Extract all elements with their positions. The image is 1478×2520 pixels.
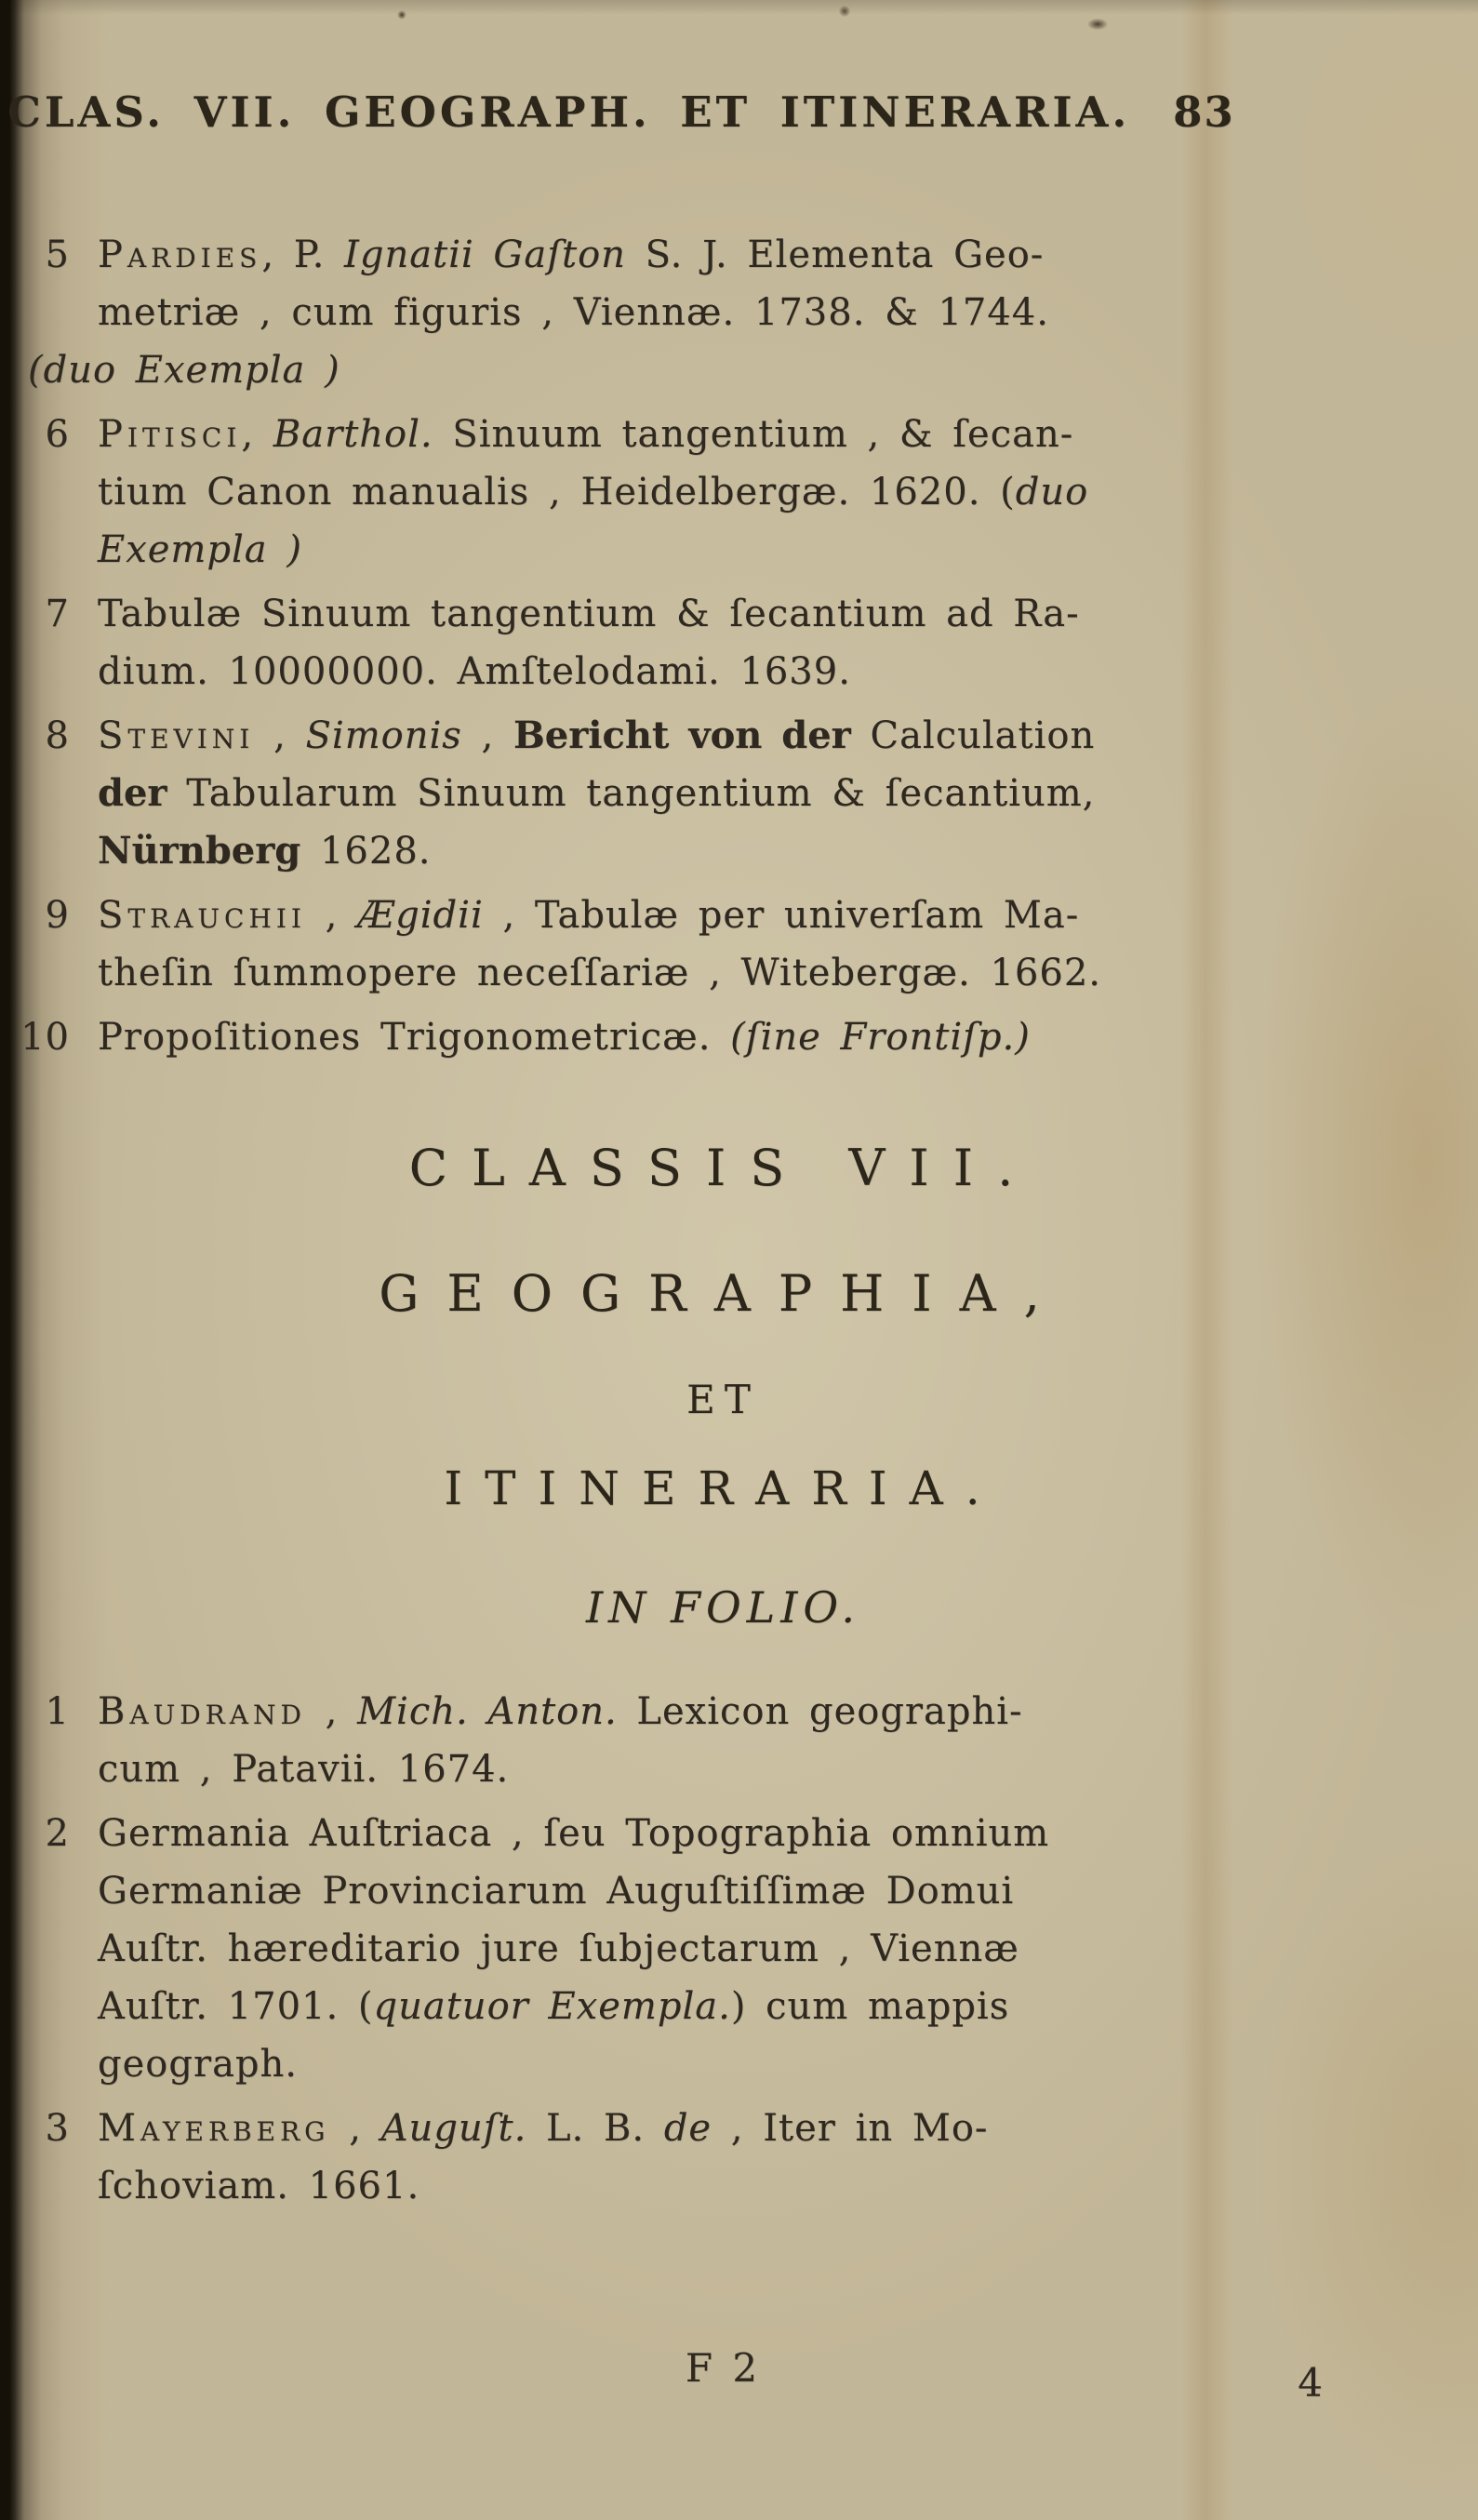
entry-text: Germania Auſtriaca , ſeu Topographia omnium	[98, 1812, 1050, 1855]
entry-text: Tabularum Sinuum tangentium & ſecantium,	[166, 772, 1096, 815]
catchword: 4	[1298, 2360, 1323, 2406]
entry-line	[98, 226, 1349, 284]
entry-text: dium. 10000000. Amſtelodami. 1639.	[98, 650, 851, 693]
entry-text: Lexicon geographi-	[617, 1690, 1023, 1733]
entry-text: ) cum mappis	[730, 1985, 1010, 2028]
entry-line	[98, 2100, 1349, 2157]
entry-text: Auguſt.	[380, 2107, 527, 2150]
entry-text: cum , Patavii. 1674.	[98, 1748, 510, 1791]
entry-text: duo	[1015, 471, 1089, 513]
entry-line	[98, 1683, 1349, 1740]
entry-text: Barthol.	[273, 413, 433, 456]
entry-text: metriæ , cum figuris , Viennæ. 1738. & 1744.	[98, 291, 1049, 334]
entry-number: 7	[45, 593, 70, 635]
entry-number: 1	[45, 1690, 70, 1733]
entry-text: ,	[329, 2107, 381, 2150]
entry-text: Auſtr. 1701. (	[98, 1985, 374, 2028]
section-heading-block	[98, 1139, 1349, 1633]
entry-text: Sinuum tangentium , & ſecan-	[433, 413, 1074, 456]
entry-line	[98, 406, 1349, 463]
entry-text: tium Canon manualis , Heidelbergæ. 1620. (	[98, 471, 1016, 513]
entry-text: ,	[461, 714, 513, 757]
entry-text: ,	[241, 413, 273, 456]
classis-heading: CLASSIS VII.	[408, 1139, 1038, 1197]
itineraria-heading: ITINERARIA.	[444, 1461, 1003, 1515]
catalog-entry	[45, 707, 1349, 880]
entry-number: 2	[45, 1812, 70, 1855]
catalog-entry	[45, 1683, 1349, 1798]
author-name: Pardies	[98, 233, 262, 276]
author-name: Pitisci	[98, 413, 242, 456]
entry-line	[98, 2035, 1349, 2093]
entry-text: ,	[254, 714, 306, 757]
entry-line	[98, 1805, 1349, 1862]
entry-number: 6	[45, 413, 70, 456]
catalog-entry	[28, 226, 1349, 399]
entry-line	[98, 521, 1349, 579]
entry-text: Calculation	[850, 714, 1096, 757]
entry-text: de	[663, 2107, 712, 2150]
entry-text: ,	[305, 1690, 358, 1733]
entry-number: 8	[45, 714, 70, 757]
entry-line	[98, 463, 1349, 521]
entry-line	[98, 1740, 1349, 1798]
entry-text: (duo Exempla )	[28, 349, 340, 392]
et-heading: ET	[686, 1377, 760, 1422]
catalog-entry	[45, 2100, 1349, 2215]
entry-text: ſchoviam. 1661.	[98, 2165, 420, 2207]
entry-text: 1628.	[300, 830, 432, 873]
entry-text: Bericht von der	[513, 713, 851, 757]
catalog-entry	[45, 887, 1349, 1002]
entry-text: quatuor Exempla.	[373, 1985, 731, 2028]
page-footer	[98, 2345, 1349, 2406]
entry-text: ,	[305, 894, 358, 937]
entry-line	[98, 1920, 1349, 1978]
entry-text: Nürnberg	[98, 829, 301, 873]
author-name: Baudrand	[98, 1690, 306, 1733]
entry-line	[98, 887, 1349, 944]
entry-line	[98, 1862, 1349, 1920]
entry-text: , P.	[261, 233, 345, 276]
entry-line	[28, 341, 1349, 399]
entries-top-section	[0, 226, 1478, 1066]
entry-text: Ignatii Gaſton	[344, 233, 626, 276]
author-name: Mayerberg	[98, 2107, 330, 2150]
entry-text: Tabulæ Sinuum tangentium & ſecantium ad Ra-	[98, 593, 1080, 635]
author-name: Stevini	[98, 714, 255, 757]
running-head-title: CLAS. VII. GEOGRAPH. ET ITINERARIA.	[7, 87, 1131, 137]
in-folio-heading: IN FOLIO.	[585, 1582, 861, 1633]
entry-line	[98, 1008, 1349, 1066]
catalog-entry	[45, 1805, 1349, 2093]
author-name: Strauchii	[98, 894, 306, 937]
entry-number: 9	[45, 894, 70, 937]
entry-text: L. B.	[526, 2107, 664, 2150]
entry-line	[98, 585, 1349, 643]
catalog-entry	[45, 585, 1349, 700]
geographia-heading: GEOGRAPHIA,	[379, 1264, 1068, 1323]
entry-text: der	[98, 771, 167, 815]
signature-mark: F 2	[685, 2345, 762, 2391]
running-head	[7, 87, 1478, 137]
entry-text: Ægidii	[357, 894, 484, 937]
catalog-entry	[45, 406, 1349, 579]
entry-number: 10	[20, 1016, 70, 1059]
page-number: 83	[1173, 87, 1235, 137]
entry-line	[98, 822, 1349, 880]
entry-line	[98, 765, 1349, 822]
entry-text: Exempla )	[98, 528, 302, 571]
entry-line	[98, 2157, 1349, 2215]
entry-text: S. J. Elementa Geo-	[625, 233, 1045, 276]
entry-number: 5	[45, 233, 70, 276]
entry-text: , Iter in Mo-	[712, 2107, 989, 2150]
entry-line	[98, 643, 1349, 700]
entry-text: Germaniæ Provinciarum Auguſtiſſimæ Domui	[98, 1870, 1015, 1913]
entry-number: 3	[45, 2107, 70, 2150]
entry-text: Mich. Anton.	[357, 1690, 618, 1733]
entry-line	[98, 1978, 1349, 2035]
entry-text: geograph.	[98, 2043, 299, 2086]
entry-line	[98, 284, 1349, 341]
entry-text: Simonis	[305, 714, 462, 757]
entry-text: Auſtr. hæreditario jure ſubjectarum , Viennæ	[98, 1927, 1019, 1970]
entry-line	[98, 944, 1349, 1002]
entry-text: , Tabulæ per univerſam Ma-	[483, 894, 1080, 937]
entry-line	[98, 707, 1349, 765]
entry-text: theſin ſummopere neceſſariæ , Witebergæ. 1662.	[98, 952, 1101, 994]
entry-text: (ſine Frontiſp.)	[730, 1016, 1031, 1059]
catalog-entry	[20, 1008, 1349, 1066]
entries-bottom-section	[0, 1683, 1478, 2215]
entry-text: Propoſitiones Trigonometricæ.	[98, 1016, 731, 1059]
